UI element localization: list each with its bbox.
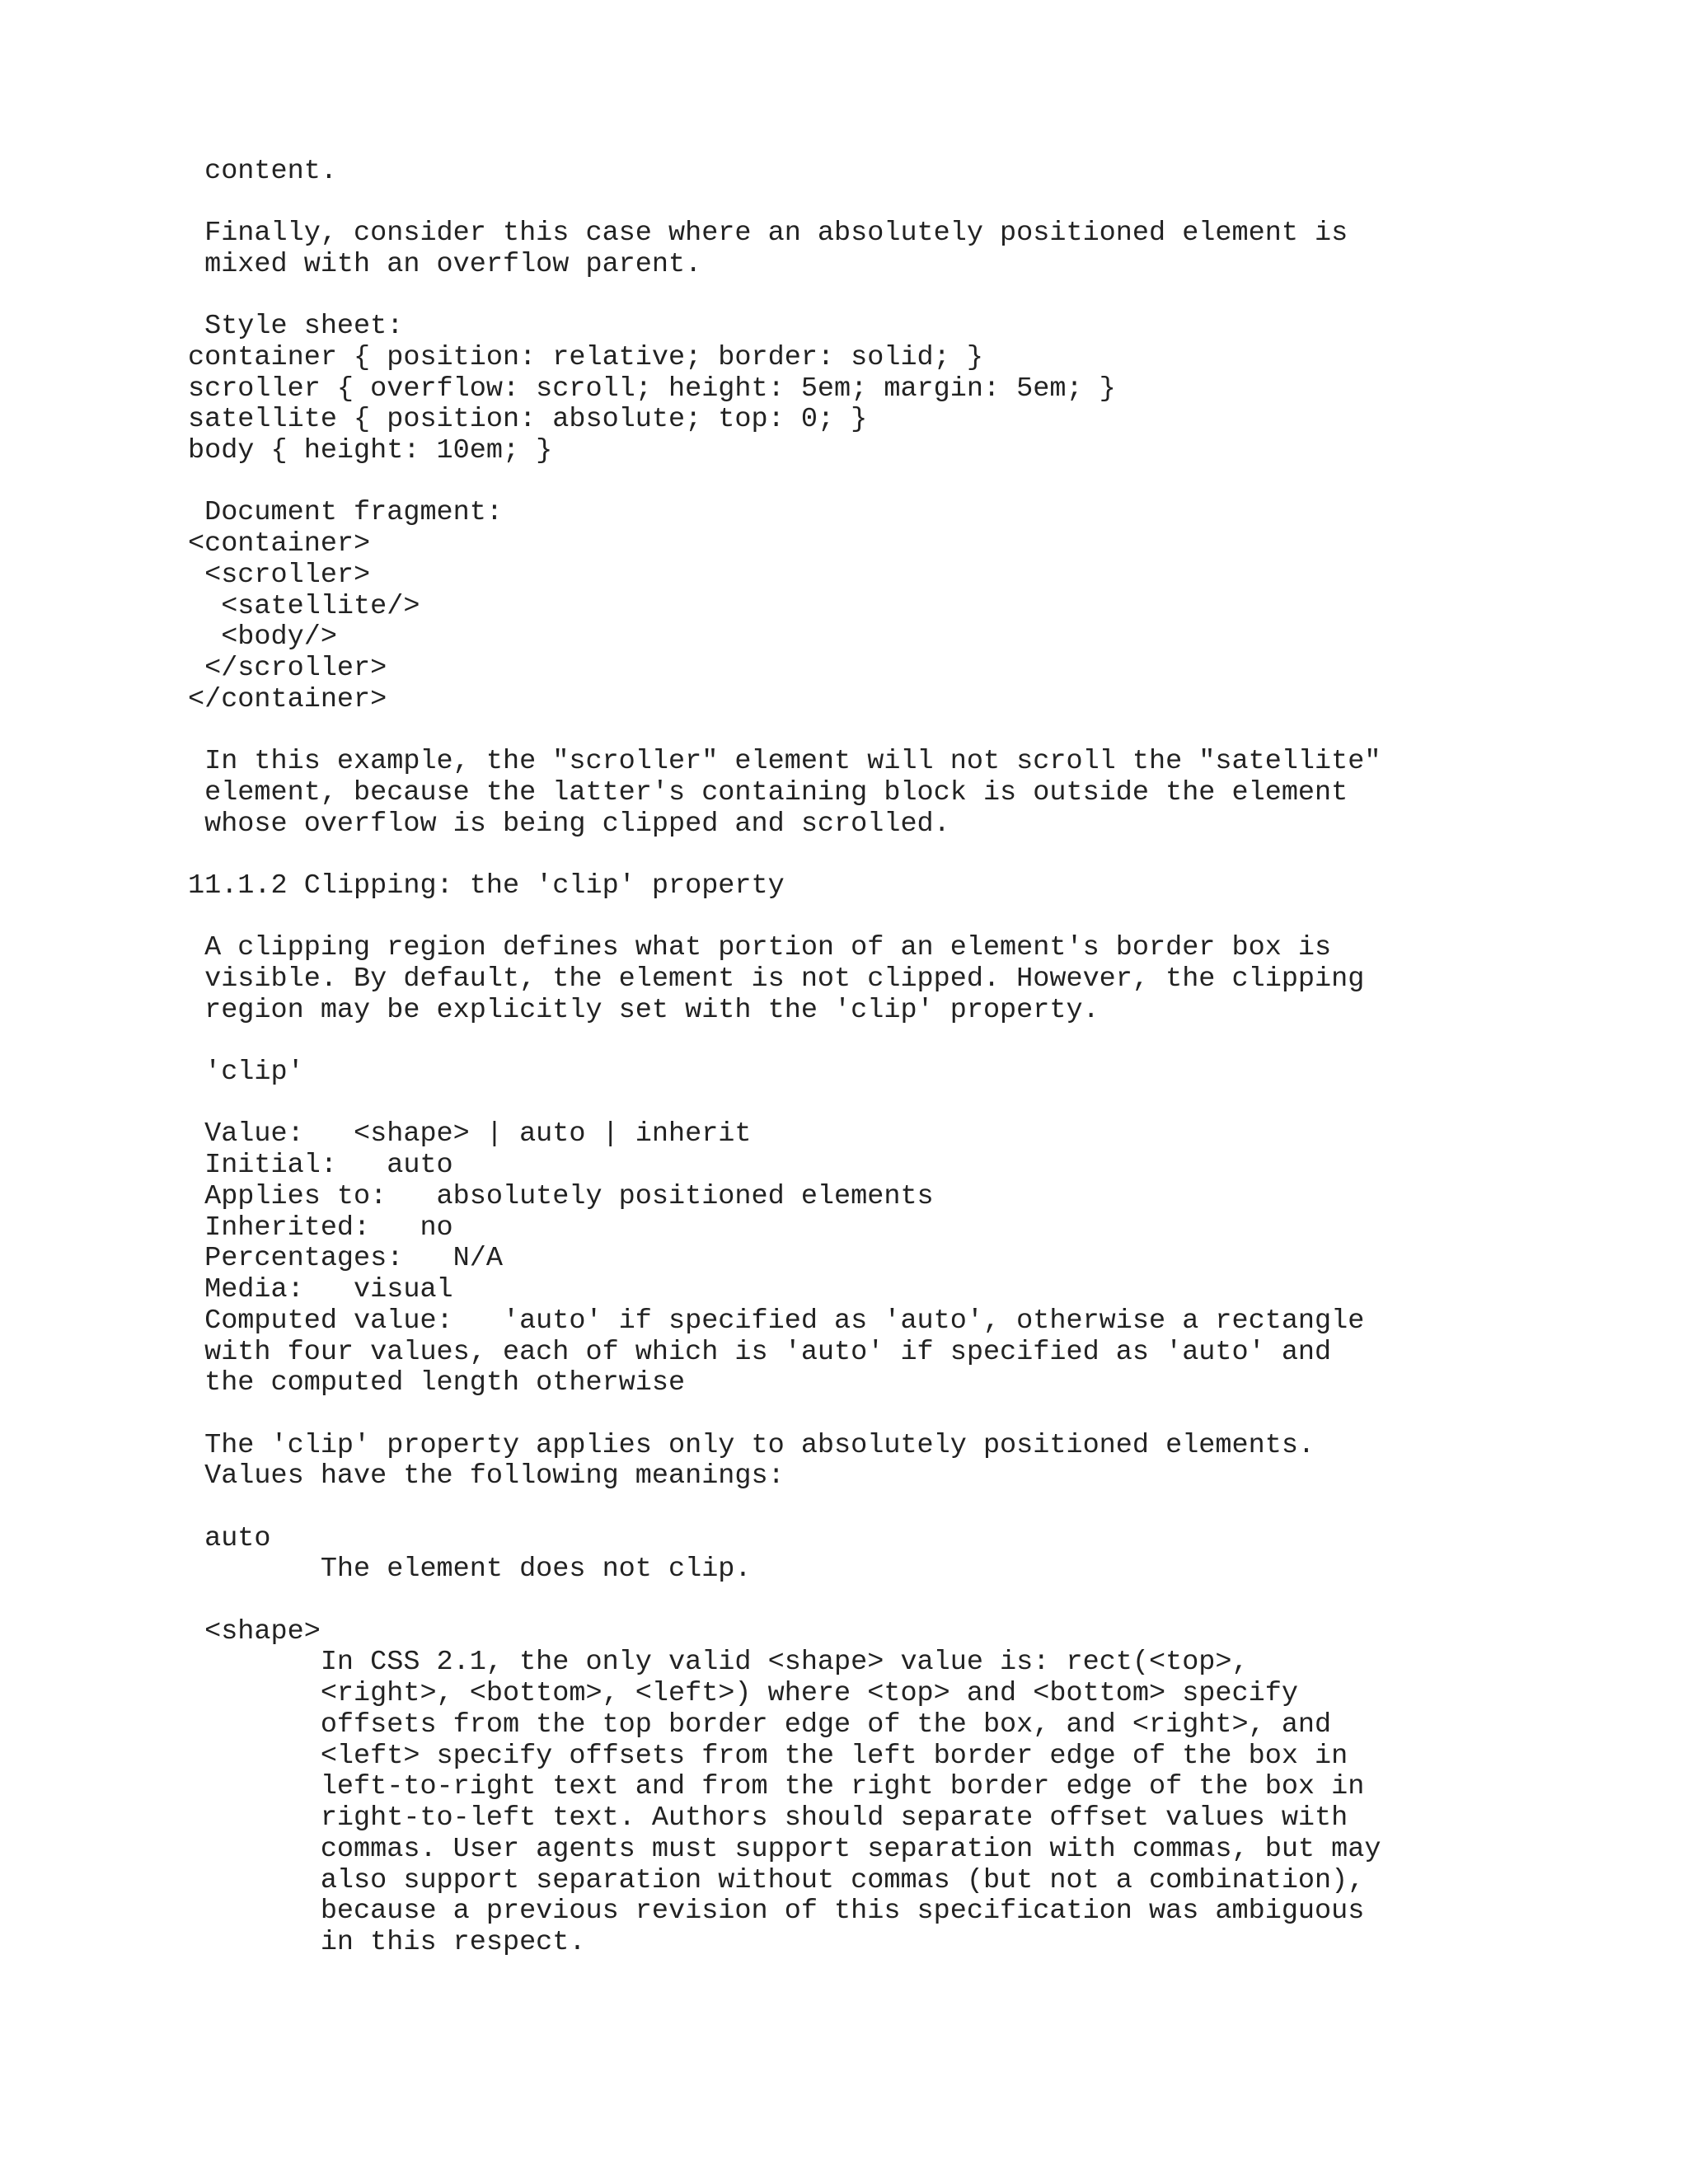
- property-row: the computed length otherwise: [188, 1367, 686, 1399]
- definition-text: offsets from the top border edge of the box, and <right>, and: [188, 1709, 1332, 1741]
- code-line: <container>: [188, 528, 371, 560]
- definition-text: in this respect.: [188, 1927, 586, 1958]
- definition-text: The element does not clip.: [188, 1554, 752, 1585]
- code-line: body { height: 10em; }: [188, 435, 553, 466]
- code-line: </scroller>: [188, 653, 387, 684]
- code-line: <satellite/>: [188, 591, 420, 622]
- section-heading: 11.1.2 Clipping: the 'clip' property: [188, 870, 785, 902]
- definition-term: <shape>: [188, 1616, 321, 1647]
- text-line: content.: [188, 156, 337, 187]
- code-line: <scroller>: [188, 560, 371, 591]
- text-line: element, because the latter's containing block is outside the element: [188, 777, 1348, 808]
- definition-text: In CSS 2.1, the only valid <shape> value is: rect(<top>,: [188, 1647, 1249, 1678]
- code-line: container { position: relative; border: solid; }: [188, 342, 983, 373]
- property-name: 'clip': [188, 1057, 304, 1088]
- property-row: Applies to: absolutely positioned elements: [188, 1181, 934, 1212]
- text-line: Document fragment:: [188, 497, 503, 528]
- code-line: scroller { overflow: scroll; height: 5em; margin: 5em; }: [188, 373, 1116, 405]
- text-line: The 'clip' property applies only to absolutely positioned elements.: [188, 1430, 1315, 1461]
- property-row: Computed value: 'auto' if specified as 'auto', otherwise a rectangle: [188, 1305, 1365, 1337]
- definition-text: also support separation without commas (but not a combination),: [188, 1865, 1365, 1896]
- definition-text: <right>, <bottom>, <left>) where <top> and <bottom> specify: [188, 1678, 1298, 1709]
- text-line: In this example, the "scroller" element will not scroll the "satellite": [188, 746, 1381, 777]
- definition-text: left-to-right text and from the right border edge of the box in: [188, 1771, 1365, 1802]
- code-line: </container>: [188, 684, 387, 715]
- definition-text: because a previous revision of this specification was ambiguous: [188, 1896, 1365, 1927]
- text-line: region may be explicitly set with the 'clip' property.: [188, 995, 1100, 1026]
- definition-text: <left> specify offsets from the left border edge of the box in: [188, 1741, 1348, 1772]
- property-row: Percentages: N/A: [188, 1243, 503, 1274]
- text-line: A clipping region defines what portion of an element's border box is: [188, 932, 1332, 963]
- property-row: Inherited: no: [188, 1212, 453, 1244]
- text-line: mixed with an overflow parent.: [188, 249, 702, 280]
- text-line: whose overflow is being clipped and scrolled.: [188, 808, 950, 840]
- definition-text: right-to-left text. Authors should separate offset values with: [188, 1802, 1348, 1834]
- code-line: satellite { position: absolute; top: 0; }: [188, 404, 868, 435]
- property-row: Media: visual: [188, 1274, 453, 1305]
- definition-text: commas. User agents must support separation with commas, but may: [188, 1834, 1381, 1865]
- property-row: Value: <shape> | auto | inherit: [188, 1118, 752, 1150]
- text-line: Style sheet:: [188, 311, 404, 342]
- text-line: Finally, consider this case where an absolutely positioned element is: [188, 218, 1348, 249]
- definition-term: auto: [188, 1523, 271, 1554]
- property-row: Initial: auto: [188, 1150, 453, 1181]
- property-row: with four values, each of which is 'auto' if specified as 'auto' and: [188, 1337, 1332, 1368]
- text-line: visible. By default, the element is not clipped. However, the clipping: [188, 963, 1365, 995]
- code-line: <body/>: [188, 621, 337, 653]
- text-line: Values have the following meanings:: [188, 1460, 785, 1492]
